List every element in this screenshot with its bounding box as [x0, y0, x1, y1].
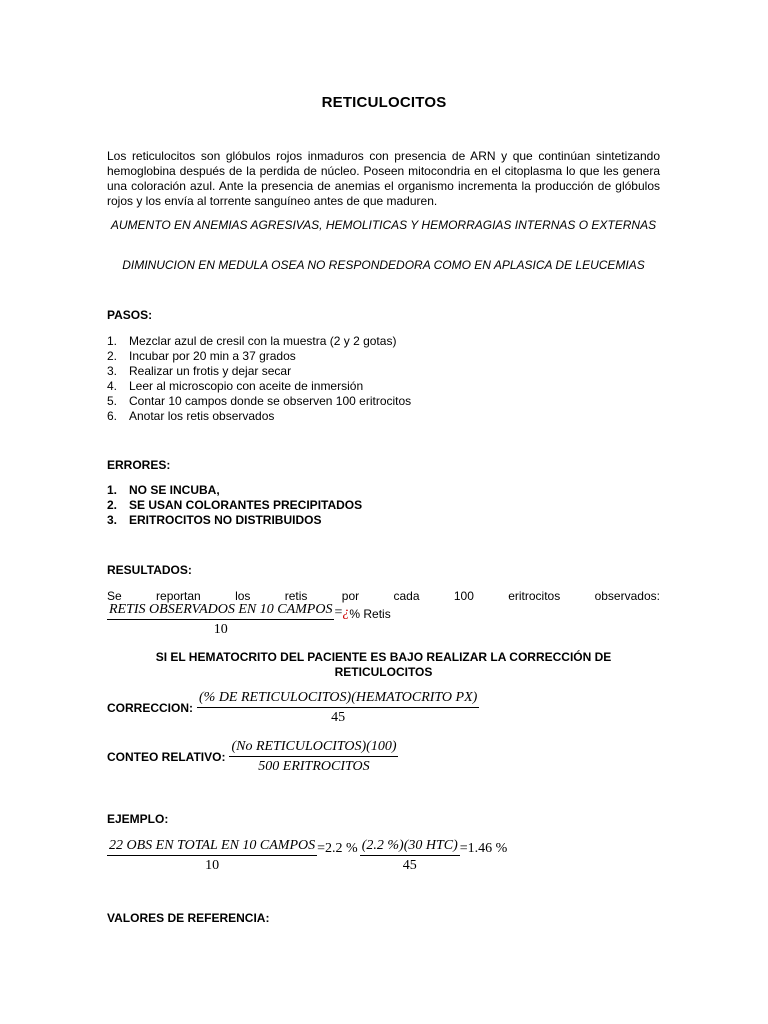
list-item: 2. Incubar por 20 min a 37 grados — [107, 349, 296, 363]
list-item: 4. Leer al microscopio con aceite de inmersión — [107, 379, 364, 393]
list-item: 2. SE USAN COLORANTES PRECIPITADOS — [107, 498, 363, 512]
valores-heading: VALORES DE REFERENCIA: — [107, 911, 270, 925]
correction-heading: SI EL HEMATOCRITO DEL PACIENTE ES BAJO REALIZAR LA CORRECCIÓN DE RETICULOCITOS — [155, 650, 612, 679]
correccion-formula: CORRECCION: $\frac{\text{(\% DE RETICULOCITOS)(HEMATOCRITO PX)}}{45}$ — [107, 690, 478, 725]
list-item: 3. Realizar un frotis y dejar secar — [107, 364, 292, 378]
list-item: 5. Contar 10 campos donde se observen 100 eritrocitos — [107, 394, 412, 408]
resultados-heading: RESULTADOS: — [107, 563, 192, 577]
intro-paragraph: Los reticulocitos son glóbulos rojos inmaduros con presencia de ARN y que continúan sintetizando hemoglobina después de la perdida de núcleo. Poseen mitocondria en el citoplasma lo que les genera una coloración azul. Ante la presencia de anemias el organismo incrementa la producción de glóbulos rojos y los envía al torrente sanguíneo antes de que maduren. — [107, 149, 660, 208]
retis-formula: $\frac{\text{RETIS OBSERVADOS EN 10 CAMPOS}}{10}$ = ¿ % Retis — [109, 602, 391, 637]
conteo-formula: CONTEO RELATIVO: $\frac{\text{(No RETICULOCITOS)(100)}}{\text{500 ERITROCITOS}}$ — [107, 739, 397, 774]
page-title: RETICULOCITOS — [321, 94, 447, 111]
note-diminucion: DIMINUCION EN MEDULA OSEA NO RESPONDEDORA COMO EN APLASICA DE LEUCEMIAS — [122, 258, 645, 272]
pasos-list — [107, 334, 411, 424]
correccion-fraction: $\frac{\text{(\% DE RETICULOCITOS)(HEMATOCRITO PX)}}{45}$ — [199, 690, 478, 725]
list-item: 6. Anotar los retis observados — [107, 409, 275, 423]
ejemplo-heading: EJEMPLO: — [107, 812, 169, 826]
note-aumento: AUMENTO EN ANEMIAS AGRESIVAS, HEMOLITICAS Y HEMORRAGIAS INTERNAS O EXTERNAS — [110, 218, 657, 232]
conteo-fraction: $\frac{\text{(No RETICULOCITOS)(100)}}{\text{500 ERITROCITOS}}$ — [231, 739, 397, 774]
ejemplo-formula: $\frac{\text{22 OBS EN TOTAL EN 10 CAMPOS}}{10}$ =2.2 % $\frac{\text{(2.2 \%)(30 HTC)}}{45}$ =1.46 % — [109, 838, 508, 873]
list-item: 1. NO SE INCUBA, — [107, 483, 220, 497]
errores-heading: ERRORES: — [107, 458, 171, 472]
errores-list — [107, 483, 362, 528]
report-line: Se reportan los retis por cada 100 eritrocitos observados: — [107, 589, 660, 603]
list-item: 3. ERITROCITOS NO DISTRIBUIDOS — [107, 513, 322, 527]
retis-fraction: $\frac{\text{RETIS OBSERVADOS EN 10 CAMPOS}}{10}$ — [109, 602, 333, 637]
list-item: 1. Mezclar azul de cresil con la muestra (2 y 2 gotas) — [107, 334, 397, 348]
pasos-heading: PASOS: — [107, 308, 153, 322]
ejemplo-fraction-2: $\frac{\text{(2.2 \%)(30 HTC)}}{45}$ — [361, 838, 458, 873]
ejemplo-fraction-1: $\frac{\text{22 OBS EN TOTAL EN 10 CAMPOS}}{10}$ — [109, 838, 316, 873]
